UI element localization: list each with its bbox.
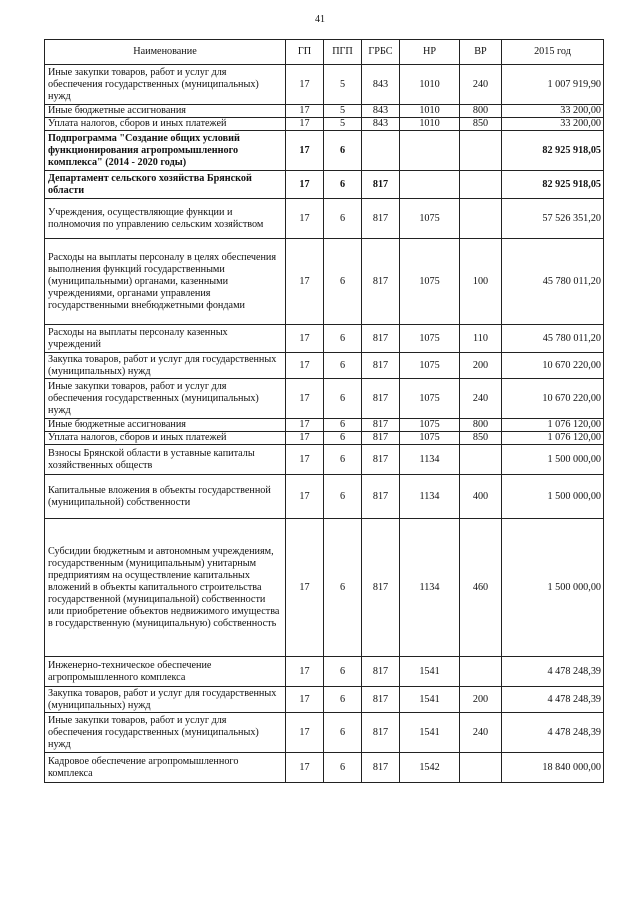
header-grbs: ГРБС (362, 40, 400, 65)
row-name: Иные бюджетные ассигнования (45, 105, 286, 118)
row-pgp: 6 (324, 519, 362, 657)
table-row (45, 713, 604, 753)
row-amount: 1 076 120,00 (502, 419, 604, 432)
row-pgp: 6 (324, 171, 362, 199)
row-gp: 17 (286, 171, 324, 199)
row-nr: 1541 (400, 687, 460, 713)
row-vr (460, 171, 502, 199)
row-name: Взносы Брянской области в уставные капиталы хозяйственных обществ (45, 445, 286, 475)
header-nr: НР (400, 40, 460, 65)
row-amount: 10 670 220,00 (502, 379, 604, 419)
row-grbs: 817 (362, 519, 400, 657)
row-grbs: 817 (362, 445, 400, 475)
row-grbs: 817 (362, 475, 400, 519)
row-gp: 17 (286, 105, 324, 118)
row-gp: 17 (286, 713, 324, 753)
row-pgp: 6 (324, 353, 362, 379)
row-amount: 4 478 248,39 (502, 687, 604, 713)
row-pgp: 6 (324, 753, 362, 783)
row-gp: 17 (286, 353, 324, 379)
row-nr: 1134 (400, 519, 460, 657)
table-row (45, 687, 604, 713)
row-gp: 17 (286, 379, 324, 419)
row-amount: 1 076 120,00 (502, 432, 604, 445)
row-amount: 45 780 011,20 (502, 325, 604, 353)
table-row (45, 379, 604, 419)
row-amount: 45 780 011,20 (502, 239, 604, 325)
row-nr: 1010 (400, 105, 460, 118)
row-name: Закупка товаров, работ и услуг для государственных (муниципальных) нужд (45, 687, 286, 713)
table-row (45, 65, 604, 105)
row-name: Уплата налогов, сборов и иных платежей (45, 432, 286, 445)
page-number: 41 (315, 14, 325, 25)
table-row (45, 475, 604, 519)
row-nr: 1541 (400, 713, 460, 753)
table-row (45, 753, 604, 783)
row-nr: 1075 (400, 199, 460, 239)
row-pgp: 5 (324, 65, 362, 105)
row-amount: 57 526 351,20 (502, 199, 604, 239)
row-gp: 17 (286, 519, 324, 657)
row-vr: 850 (460, 432, 502, 445)
row-name: Закупка товаров, работ и услуг для государственных (муниципальных) нужд (45, 353, 286, 379)
row-pgp: 6 (324, 419, 362, 432)
header-vr: ВР (460, 40, 502, 65)
row-grbs: 817 (362, 199, 400, 239)
row-gp: 17 (286, 445, 324, 475)
table-row (45, 325, 604, 353)
table-row (45, 432, 604, 445)
row-vr: 200 (460, 353, 502, 379)
row-grbs: 843 (362, 65, 400, 105)
table-row (45, 118, 604, 131)
row-gp: 17 (286, 475, 324, 519)
row-vr: 800 (460, 105, 502, 118)
row-name: Кадровое обеспечение агропромышленного комплекса (45, 753, 286, 783)
row-grbs: 817 (362, 379, 400, 419)
row-amount: 1 500 000,00 (502, 519, 604, 657)
row-grbs: 817 (362, 353, 400, 379)
row-grbs: 843 (362, 118, 400, 131)
row-gp: 17 (286, 131, 324, 171)
row-name: Иные закупки товаров, работ и услуг для обеспечения государственных (муниципальных) нужд (45, 713, 286, 753)
row-pgp: 6 (324, 432, 362, 445)
row-grbs: 817 (362, 657, 400, 687)
row-vr: 240 (460, 379, 502, 419)
row-grbs: 817 (362, 239, 400, 325)
table-row (45, 131, 604, 171)
row-nr: 1075 (400, 239, 460, 325)
row-grbs (362, 131, 400, 171)
row-nr: 1075 (400, 379, 460, 419)
row-name: Субсидии бюджетным и автономным учреждениям, государственным (муниципальным) унитарным предприятиям на осуществление капитальных вложений в объекты капитального строительства государственной (муниципальной) собственности или приобретение объектов недвижимого имущества в государственную (муниципальную) собственность (45, 519, 286, 657)
row-pgp: 6 (324, 325, 362, 353)
row-vr: 400 (460, 475, 502, 519)
header-gp: ГП (286, 40, 324, 65)
row-grbs: 817 (362, 432, 400, 445)
row-vr: 850 (460, 118, 502, 131)
header-pgp: ПГП (324, 40, 362, 65)
row-amount: 10 670 220,00 (502, 353, 604, 379)
row-gp: 17 (286, 65, 324, 105)
row-nr: 1134 (400, 475, 460, 519)
table-row (45, 519, 604, 657)
row-gp: 17 (286, 687, 324, 713)
row-amount: 18 840 000,00 (502, 753, 604, 783)
row-vr: 240 (460, 65, 502, 105)
budget-table (44, 39, 604, 783)
row-name: Расходы на выплаты персоналу в целях обеспечения выполнения функций государственными (муниципальными) органами, казенными учреждениями, органами управления государственными внебюджетными фондами (45, 239, 286, 325)
table-row (45, 171, 604, 199)
row-vr: 100 (460, 239, 502, 325)
row-nr: 1075 (400, 432, 460, 445)
row-amount: 82 925 918,05 (502, 171, 604, 199)
row-amount: 1 500 000,00 (502, 445, 604, 475)
row-grbs: 817 (362, 419, 400, 432)
row-amount: 82 925 918,05 (502, 131, 604, 171)
row-name: Иные закупки товаров, работ и услуг для обеспечения государственных (муниципальных) нужд (45, 65, 286, 105)
row-name: Иные бюджетные ассигнования (45, 419, 286, 432)
row-grbs: 817 (362, 713, 400, 753)
row-name: Капитальные вложения в объекты государственной (муниципальной) собственности (45, 475, 286, 519)
row-vr (460, 445, 502, 475)
row-nr: 1010 (400, 65, 460, 105)
row-nr (400, 171, 460, 199)
row-gp: 17 (286, 657, 324, 687)
row-name: Уплата налогов, сборов и иных платежей (45, 118, 286, 131)
row-pgp: 6 (324, 475, 362, 519)
row-pgp: 5 (324, 118, 362, 131)
row-vr: 460 (460, 519, 502, 657)
row-name: Учреждения, осуществляющие функции и полномочия по управлению сельским хозяйством (45, 199, 286, 239)
row-pgp: 5 (324, 105, 362, 118)
row-gp: 17 (286, 419, 324, 432)
row-amount: 1 007 919,90 (502, 65, 604, 105)
table-row (45, 657, 604, 687)
row-nr: 1542 (400, 753, 460, 783)
row-pgp: 6 (324, 713, 362, 753)
row-nr: 1075 (400, 353, 460, 379)
row-vr (460, 199, 502, 239)
row-pgp: 6 (324, 239, 362, 325)
row-vr: 110 (460, 325, 502, 353)
row-gp: 17 (286, 118, 324, 131)
row-name: Расходы на выплаты персоналу казенных учреждений (45, 325, 286, 353)
table-row (45, 419, 604, 432)
row-pgp: 6 (324, 131, 362, 171)
row-nr: 1541 (400, 657, 460, 687)
header-year-2015: 2015 год (502, 40, 604, 65)
row-name: Иные закупки товаров, работ и услуг для обеспечения государственных (муниципальных) нужд (45, 379, 286, 419)
row-grbs: 817 (362, 171, 400, 199)
row-grbs: 817 (362, 687, 400, 713)
row-pgp: 6 (324, 379, 362, 419)
row-nr: 1134 (400, 445, 460, 475)
row-gp: 17 (286, 199, 324, 239)
row-nr: 1010 (400, 118, 460, 131)
row-pgp: 6 (324, 445, 362, 475)
row-pgp: 6 (324, 199, 362, 239)
row-amount: 33 200,00 (502, 118, 604, 131)
row-gp: 17 (286, 325, 324, 353)
row-nr: 1075 (400, 419, 460, 432)
row-amount: 4 478 248,39 (502, 713, 604, 753)
row-vr: 800 (460, 419, 502, 432)
row-name: Подпрограмма "Создание общих условий функционирования агропромышленного комплекса" (2014 - 2020 годы) (45, 131, 286, 171)
row-vr (460, 657, 502, 687)
table-row (45, 105, 604, 118)
header-name: Наименование (45, 40, 286, 65)
row-pgp: 6 (324, 657, 362, 687)
row-grbs: 817 (362, 753, 400, 783)
row-vr: 200 (460, 687, 502, 713)
row-grbs: 817 (362, 325, 400, 353)
row-name: Инженерно-техническое обеспечение агропромышленного комплекса (45, 657, 286, 687)
table-row (45, 445, 604, 475)
row-vr: 240 (460, 713, 502, 753)
row-nr (400, 131, 460, 171)
row-grbs: 843 (362, 105, 400, 118)
row-nr: 1075 (400, 325, 460, 353)
row-gp: 17 (286, 239, 324, 325)
row-vr (460, 753, 502, 783)
table-row (45, 353, 604, 379)
table-row (45, 239, 604, 325)
row-pgp: 6 (324, 687, 362, 713)
table-header-row (45, 40, 604, 65)
row-amount: 4 478 248,39 (502, 657, 604, 687)
row-gp: 17 (286, 432, 324, 445)
row-gp: 17 (286, 753, 324, 783)
row-name: Департамент сельского хозяйства Брянской области (45, 171, 286, 199)
row-vr (460, 131, 502, 171)
row-amount: 33 200,00 (502, 105, 604, 118)
row-amount: 1 500 000,00 (502, 475, 604, 519)
table-row (45, 199, 604, 239)
